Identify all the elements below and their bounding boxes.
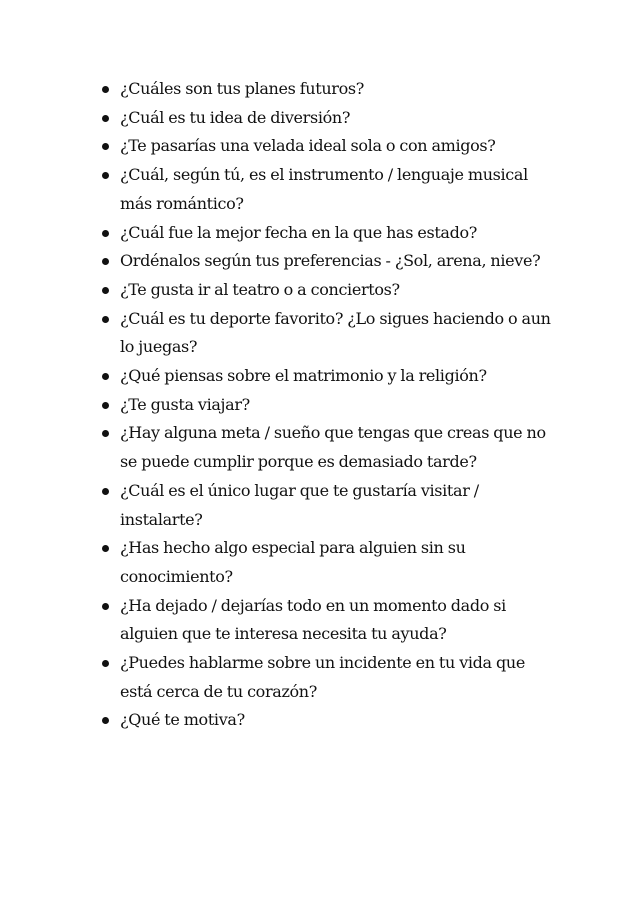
question-text: ¿Ha dejado / dejarías todo en un momento dado si alguien que te interesa necesita tu ayuda? [120,595,506,644]
question-text: Ordénalos según tus preferencias - ¿Sol, arena, nieve? [120,251,541,271]
list-item [98,419,558,476]
list-item [98,391,558,420]
bullet-icon [102,373,109,380]
list-item [98,247,558,276]
bullet-icon [102,287,109,294]
question-text: ¿Qué piensas sobre el matrimonio y la religión? [120,366,487,386]
bullet-icon [102,258,109,265]
bullet-icon [102,430,109,437]
bullet-icon [102,316,109,323]
bullet-icon [102,143,109,150]
question-text: ¿Cuál es tu idea de diversión? [120,107,351,127]
list-item [98,534,558,591]
list-item [98,104,558,133]
question-text: ¿Cuál es el único lugar que te gustaría visitar / instalarte? [120,480,479,529]
bullet-icon [102,488,109,495]
list-item [98,592,558,649]
question-text: ¿Has hecho algo especial para alguien sin su conocimiento? [120,538,466,586]
bullet-icon [102,402,109,409]
question-text: ¿Cuáles son tus planes futuros? [120,79,364,98]
bullet-icon [102,115,109,122]
list-item [98,132,558,161]
question-list [98,75,558,735]
question-text: ¿Cuál fue la mejor fecha en la que has estado? [120,222,477,242]
bullet-icon [102,717,109,724]
list-item [98,276,558,305]
list-item [98,477,558,534]
question-text: ¿Cuál, según tú, es el instrumento / lenguaje musical más romántico? [120,165,528,213]
question-text: ¿Cuál es tu deporte favorito? ¿Lo sigues haciendo o aun lo juegas? [120,308,551,357]
question-text: ¿Te pasarías una velada ideal sola o con amigos? [120,136,496,156]
question-text: ¿Hay alguna meta / sueño que tengas que creas que no se puede cumplir porque es demasiado tarde? [120,423,546,472]
question-text: ¿Qué te motiva? [120,710,245,730]
list-item [98,706,558,735]
question-text: ¿Te gusta ir al teatro o a conciertos? [120,279,400,299]
list-item [98,75,558,104]
question-text: ¿Te gusta viajar? [120,394,250,414]
question-text: ¿Puedes hablarme sobre un incidente en tu vida que está cerca de tu corazón? [120,653,525,701]
list-item [98,649,558,706]
bullet-icon [102,545,109,552]
bullet-icon [102,172,109,179]
list-item [98,219,558,248]
bullet-icon [102,660,109,667]
bullet-icon [102,230,109,237]
list-item [98,161,558,218]
list-item [98,362,558,391]
bullet-icon [102,603,109,610]
bullet-icon [102,86,109,93]
list-item [98,305,558,362]
